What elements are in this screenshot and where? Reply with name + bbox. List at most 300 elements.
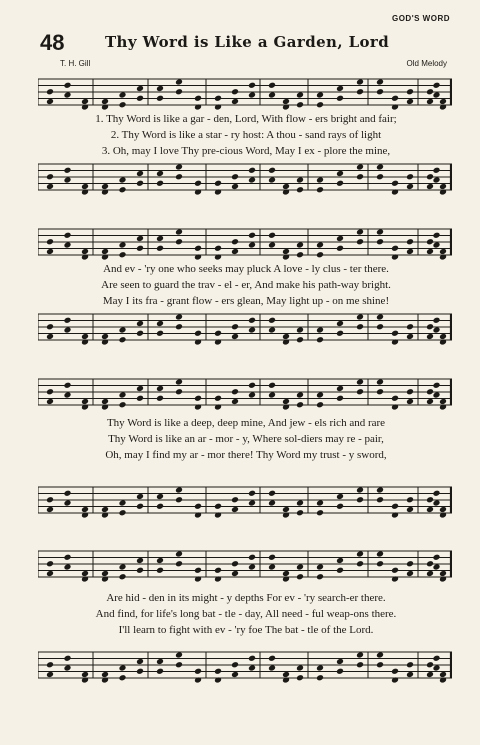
note-head bbox=[175, 173, 183, 180]
note-head bbox=[336, 170, 344, 177]
lyric-line: Are hid - den in its might - y depths For ev - 'ry search-er there. bbox=[106, 592, 386, 604]
note-head bbox=[336, 503, 344, 510]
note-head bbox=[231, 323, 239, 330]
note-head bbox=[136, 170, 144, 177]
lyrics-system-1 bbox=[40, 111, 452, 159]
note-head bbox=[119, 251, 127, 258]
treble-staff-2 bbox=[38, 227, 452, 261]
note-head bbox=[316, 327, 324, 334]
note-head bbox=[376, 229, 384, 236]
note-head bbox=[336, 85, 344, 92]
note-head bbox=[336, 320, 344, 327]
note-head bbox=[406, 661, 414, 668]
note-head bbox=[214, 567, 222, 574]
note-head bbox=[136, 330, 144, 337]
note-head bbox=[433, 665, 441, 672]
hymn-number: 48 bbox=[40, 30, 65, 55]
note-head bbox=[214, 330, 222, 337]
note-head bbox=[426, 661, 434, 668]
note-head bbox=[248, 327, 256, 334]
note-head bbox=[336, 95, 344, 102]
note-head bbox=[433, 382, 441, 389]
note-head bbox=[316, 509, 324, 516]
note-head bbox=[391, 330, 399, 337]
note-head bbox=[426, 506, 434, 513]
note-head bbox=[156, 395, 164, 402]
note-head bbox=[46, 506, 54, 513]
note-head bbox=[406, 88, 414, 95]
note-head bbox=[406, 238, 414, 245]
note-head bbox=[119, 177, 127, 184]
note-head bbox=[406, 98, 414, 105]
note-head bbox=[426, 238, 434, 245]
note-head bbox=[316, 242, 324, 249]
note-head bbox=[282, 333, 290, 340]
note-head bbox=[175, 238, 183, 245]
note-head bbox=[81, 98, 89, 105]
note-head bbox=[156, 95, 164, 102]
note-head bbox=[64, 554, 72, 561]
note-head bbox=[194, 503, 202, 510]
note-head bbox=[376, 496, 384, 503]
note-head bbox=[336, 668, 344, 675]
note-head bbox=[64, 382, 72, 389]
note-head bbox=[356, 314, 364, 321]
note-head bbox=[426, 671, 434, 678]
note-head bbox=[268, 655, 276, 662]
lyrics-system-2 bbox=[40, 261, 452, 309]
note-head bbox=[81, 183, 89, 190]
note-head bbox=[175, 496, 183, 503]
note-head bbox=[214, 95, 222, 102]
note-head bbox=[46, 98, 54, 105]
note-head bbox=[296, 573, 304, 580]
note-head bbox=[101, 398, 109, 405]
note-head bbox=[231, 88, 239, 95]
note-head bbox=[81, 248, 89, 255]
note-head bbox=[336, 385, 344, 392]
note-head bbox=[296, 674, 304, 681]
note-head bbox=[376, 79, 384, 86]
note-head bbox=[356, 379, 364, 386]
note-head bbox=[81, 333, 89, 340]
note-head bbox=[336, 493, 344, 500]
note-head bbox=[248, 655, 256, 662]
note-head bbox=[46, 238, 54, 245]
note-head bbox=[336, 557, 344, 564]
note-head bbox=[316, 401, 324, 408]
note-head bbox=[391, 95, 399, 102]
note-head bbox=[136, 503, 144, 510]
note-head bbox=[356, 652, 364, 659]
note-head bbox=[156, 557, 164, 564]
note-head bbox=[64, 564, 72, 571]
note-head bbox=[426, 248, 434, 255]
bass-staff-1 bbox=[38, 162, 452, 196]
note-head bbox=[268, 92, 276, 99]
note-head bbox=[248, 82, 256, 89]
note-head bbox=[336, 567, 344, 574]
note-head bbox=[64, 327, 72, 334]
note-head bbox=[231, 661, 239, 668]
note-head bbox=[426, 183, 434, 190]
lyrics-system-3 bbox=[40, 415, 452, 463]
note-head bbox=[136, 245, 144, 252]
note-head bbox=[376, 560, 384, 567]
note-head bbox=[268, 382, 276, 389]
note-head bbox=[175, 88, 183, 95]
note-head bbox=[406, 388, 414, 395]
note-head bbox=[439, 333, 447, 340]
note-head bbox=[156, 493, 164, 500]
note-head bbox=[426, 496, 434, 503]
note-head bbox=[136, 668, 144, 675]
note-head bbox=[64, 92, 72, 99]
note-head bbox=[296, 401, 304, 408]
note-head bbox=[136, 180, 144, 187]
section-label: GOD'S WORD bbox=[391, 14, 450, 23]
treble-staff-3 bbox=[38, 377, 452, 411]
note-head bbox=[46, 570, 54, 577]
note-head bbox=[391, 395, 399, 402]
note-head bbox=[316, 573, 324, 580]
note-head bbox=[101, 570, 109, 577]
note-head bbox=[433, 232, 441, 239]
note-head bbox=[214, 395, 222, 402]
note-head bbox=[296, 392, 304, 399]
note-head bbox=[46, 333, 54, 340]
note-head bbox=[231, 570, 239, 577]
note-head bbox=[119, 401, 127, 408]
note-head bbox=[101, 333, 109, 340]
note-head bbox=[231, 173, 239, 180]
note-head bbox=[426, 88, 434, 95]
note-head bbox=[46, 88, 54, 95]
note-head bbox=[214, 245, 222, 252]
note-head bbox=[296, 101, 304, 108]
note-head bbox=[282, 671, 290, 678]
note-head bbox=[376, 388, 384, 395]
note-head bbox=[119, 500, 127, 507]
note-head bbox=[156, 320, 164, 327]
note-head bbox=[46, 671, 54, 678]
author-credit: T. H. Gill bbox=[60, 59, 91, 68]
note-head bbox=[316, 392, 324, 399]
bass-staff-2 bbox=[38, 312, 452, 346]
note-head bbox=[316, 500, 324, 507]
note-head bbox=[46, 173, 54, 180]
note-head bbox=[376, 173, 384, 180]
note-head bbox=[119, 564, 127, 571]
note-head bbox=[426, 570, 434, 577]
note-head bbox=[248, 242, 256, 249]
note-head bbox=[231, 238, 239, 245]
note-head bbox=[296, 509, 304, 516]
note-head bbox=[356, 164, 364, 171]
note-head bbox=[194, 245, 202, 252]
note-head bbox=[119, 101, 127, 108]
note-head bbox=[406, 248, 414, 255]
note-head bbox=[81, 570, 89, 577]
lyric-line: Thy Word is like an ar - mor - y, Where sol-diers may re - pair, bbox=[108, 433, 384, 445]
note-head bbox=[433, 490, 441, 497]
note-head bbox=[64, 500, 72, 507]
note-head bbox=[376, 487, 384, 494]
note-head bbox=[156, 235, 164, 242]
note-head bbox=[156, 245, 164, 252]
lyrics-system-4 bbox=[40, 590, 452, 638]
note-head bbox=[175, 164, 183, 171]
note-head bbox=[136, 85, 144, 92]
note-head bbox=[194, 180, 202, 187]
note-head bbox=[231, 248, 239, 255]
note-head bbox=[356, 496, 364, 503]
note-head bbox=[119, 186, 127, 193]
note-head bbox=[439, 248, 447, 255]
note-head bbox=[156, 385, 164, 392]
treble-staff-4 bbox=[38, 549, 452, 583]
note-head bbox=[214, 503, 222, 510]
note-head bbox=[248, 232, 256, 239]
note-head bbox=[64, 665, 72, 672]
note-head bbox=[119, 509, 127, 516]
note-head bbox=[376, 323, 384, 330]
note-head bbox=[214, 668, 222, 675]
lyric-line: Oh, may I find my ar - mor there! Thy Word my trust - y sword, bbox=[105, 449, 387, 461]
note-head bbox=[268, 327, 276, 334]
note-head bbox=[81, 671, 89, 678]
note-head bbox=[64, 392, 72, 399]
note-head bbox=[268, 665, 276, 672]
note-head bbox=[64, 242, 72, 249]
note-head bbox=[175, 79, 183, 86]
note-head bbox=[119, 242, 127, 249]
note-head bbox=[268, 554, 276, 561]
note-head bbox=[426, 333, 434, 340]
note-head bbox=[316, 665, 324, 672]
note-head bbox=[136, 557, 144, 564]
note-head bbox=[282, 98, 290, 105]
note-head bbox=[64, 177, 72, 184]
note-head bbox=[268, 317, 276, 324]
note-head bbox=[296, 564, 304, 571]
hymn-title: Thy Word is Like a Garden, Lord bbox=[105, 33, 390, 51]
note-head bbox=[156, 503, 164, 510]
note-head bbox=[439, 671, 447, 678]
note-head bbox=[136, 385, 144, 392]
note-head bbox=[175, 229, 183, 236]
note-head bbox=[46, 388, 54, 395]
note-head bbox=[268, 490, 276, 497]
note-head bbox=[356, 88, 364, 95]
note-head bbox=[296, 92, 304, 99]
note-head bbox=[231, 560, 239, 567]
note-head bbox=[46, 248, 54, 255]
note-head bbox=[406, 183, 414, 190]
note-head bbox=[316, 251, 324, 258]
note-head bbox=[119, 327, 127, 334]
note-head bbox=[64, 167, 72, 174]
note-head bbox=[119, 92, 127, 99]
note-head bbox=[376, 551, 384, 558]
note-head bbox=[391, 503, 399, 510]
note-head bbox=[336, 330, 344, 337]
note-head bbox=[248, 564, 256, 571]
note-head bbox=[356, 323, 364, 330]
note-head bbox=[101, 98, 109, 105]
note-head bbox=[406, 496, 414, 503]
note-head bbox=[296, 327, 304, 334]
lyric-line: May I its fra - grant flow - ers glean, May light up - on me shine! bbox=[102, 295, 390, 307]
note-head bbox=[231, 388, 239, 395]
note-head bbox=[248, 554, 256, 561]
note-head bbox=[136, 395, 144, 402]
note-head bbox=[433, 392, 441, 399]
lyric-line: Are seen to guard the trav - el - er, And make his path-way bright. bbox=[101, 279, 391, 291]
note-head bbox=[175, 551, 183, 558]
note-head bbox=[296, 242, 304, 249]
note-head bbox=[175, 314, 183, 321]
note-head bbox=[406, 560, 414, 567]
note-head bbox=[156, 180, 164, 187]
lyric-line: I'll learn to fight with ev - 'ry foe The bat - tle of the Lord. bbox=[118, 624, 374, 636]
note-head bbox=[356, 173, 364, 180]
note-head bbox=[231, 506, 239, 513]
note-head bbox=[316, 674, 324, 681]
note-head bbox=[356, 229, 364, 236]
note-head bbox=[136, 658, 144, 665]
note-head bbox=[46, 560, 54, 567]
note-head bbox=[282, 248, 290, 255]
note-head bbox=[316, 92, 324, 99]
note-head bbox=[175, 652, 183, 659]
note-head bbox=[439, 570, 447, 577]
note-head bbox=[46, 496, 54, 503]
note-head bbox=[356, 551, 364, 558]
note-head bbox=[175, 661, 183, 668]
note-head bbox=[426, 388, 434, 395]
note-head bbox=[391, 180, 399, 187]
note-head bbox=[268, 82, 276, 89]
note-head bbox=[46, 323, 54, 330]
note-head bbox=[268, 167, 276, 174]
note-head bbox=[268, 500, 276, 507]
note-head bbox=[336, 658, 344, 665]
note-head bbox=[64, 490, 72, 497]
note-head bbox=[282, 506, 290, 513]
note-head bbox=[231, 496, 239, 503]
note-head bbox=[194, 95, 202, 102]
note-head bbox=[296, 336, 304, 343]
note-head bbox=[316, 564, 324, 571]
note-head bbox=[64, 317, 72, 324]
note-head bbox=[433, 327, 441, 334]
note-head bbox=[296, 251, 304, 258]
note-head bbox=[214, 180, 222, 187]
note-head bbox=[248, 167, 256, 174]
note-head bbox=[406, 506, 414, 513]
note-head bbox=[376, 314, 384, 321]
note-head bbox=[101, 671, 109, 678]
lyric-line: 1. Thy Word is like a gar - den, Lord, With flow - ers bright and fair; bbox=[95, 113, 397, 125]
note-head bbox=[316, 101, 324, 108]
note-head bbox=[336, 235, 344, 242]
note-head bbox=[376, 379, 384, 386]
note-head bbox=[406, 671, 414, 678]
bass-staff-4 bbox=[38, 650, 452, 684]
note-head bbox=[136, 493, 144, 500]
note-head bbox=[336, 180, 344, 187]
note-head bbox=[282, 570, 290, 577]
note-head bbox=[316, 186, 324, 193]
note-head bbox=[376, 88, 384, 95]
treble-staff-1 bbox=[38, 77, 452, 111]
note-head bbox=[81, 398, 89, 405]
note-head bbox=[433, 317, 441, 324]
note-head bbox=[156, 85, 164, 92]
note-head bbox=[433, 242, 441, 249]
note-head bbox=[175, 388, 183, 395]
note-head bbox=[426, 323, 434, 330]
note-head bbox=[268, 564, 276, 571]
note-head bbox=[248, 382, 256, 389]
note-head bbox=[231, 671, 239, 678]
note-head bbox=[426, 173, 434, 180]
note-head bbox=[426, 398, 434, 405]
note-head bbox=[101, 506, 109, 513]
note-head bbox=[194, 395, 202, 402]
note-head bbox=[391, 245, 399, 252]
note-head bbox=[433, 82, 441, 89]
note-head bbox=[248, 392, 256, 399]
note-head bbox=[175, 487, 183, 494]
note-head bbox=[376, 238, 384, 245]
note-head bbox=[194, 330, 202, 337]
note-head bbox=[101, 248, 109, 255]
note-head bbox=[376, 661, 384, 668]
note-head bbox=[136, 320, 144, 327]
note-head bbox=[119, 674, 127, 681]
note-head bbox=[296, 186, 304, 193]
lyric-line: Thy Word is like a deep, deep mine, And jew - els rich and rare bbox=[106, 417, 386, 429]
note-head bbox=[439, 98, 447, 105]
note-head bbox=[356, 238, 364, 245]
note-head bbox=[439, 398, 447, 405]
note-head bbox=[119, 392, 127, 399]
note-head bbox=[336, 395, 344, 402]
note-head bbox=[296, 665, 304, 672]
note-head bbox=[175, 560, 183, 567]
note-head bbox=[156, 668, 164, 675]
lyric-line: 3. Oh, may I love Thy pre-cious Word, May I ex - plore the mine, bbox=[101, 145, 391, 157]
note-head bbox=[156, 170, 164, 177]
note-head bbox=[268, 232, 276, 239]
note-head bbox=[136, 95, 144, 102]
note-head bbox=[156, 567, 164, 574]
note-head bbox=[268, 177, 276, 184]
note-head bbox=[356, 661, 364, 668]
lyric-line: And ev - 'ry one who seeks may pluck A love - ly clus - ter there. bbox=[103, 263, 389, 275]
note-head bbox=[248, 500, 256, 507]
note-head bbox=[433, 655, 441, 662]
note-head bbox=[316, 336, 324, 343]
note-head bbox=[231, 333, 239, 340]
note-head bbox=[268, 392, 276, 399]
note-head bbox=[46, 183, 54, 190]
lyric-line: And find, for life's long bat - tle - day, All need - ful weap-ons there. bbox=[95, 608, 397, 620]
note-head bbox=[119, 336, 127, 343]
note-head bbox=[356, 487, 364, 494]
